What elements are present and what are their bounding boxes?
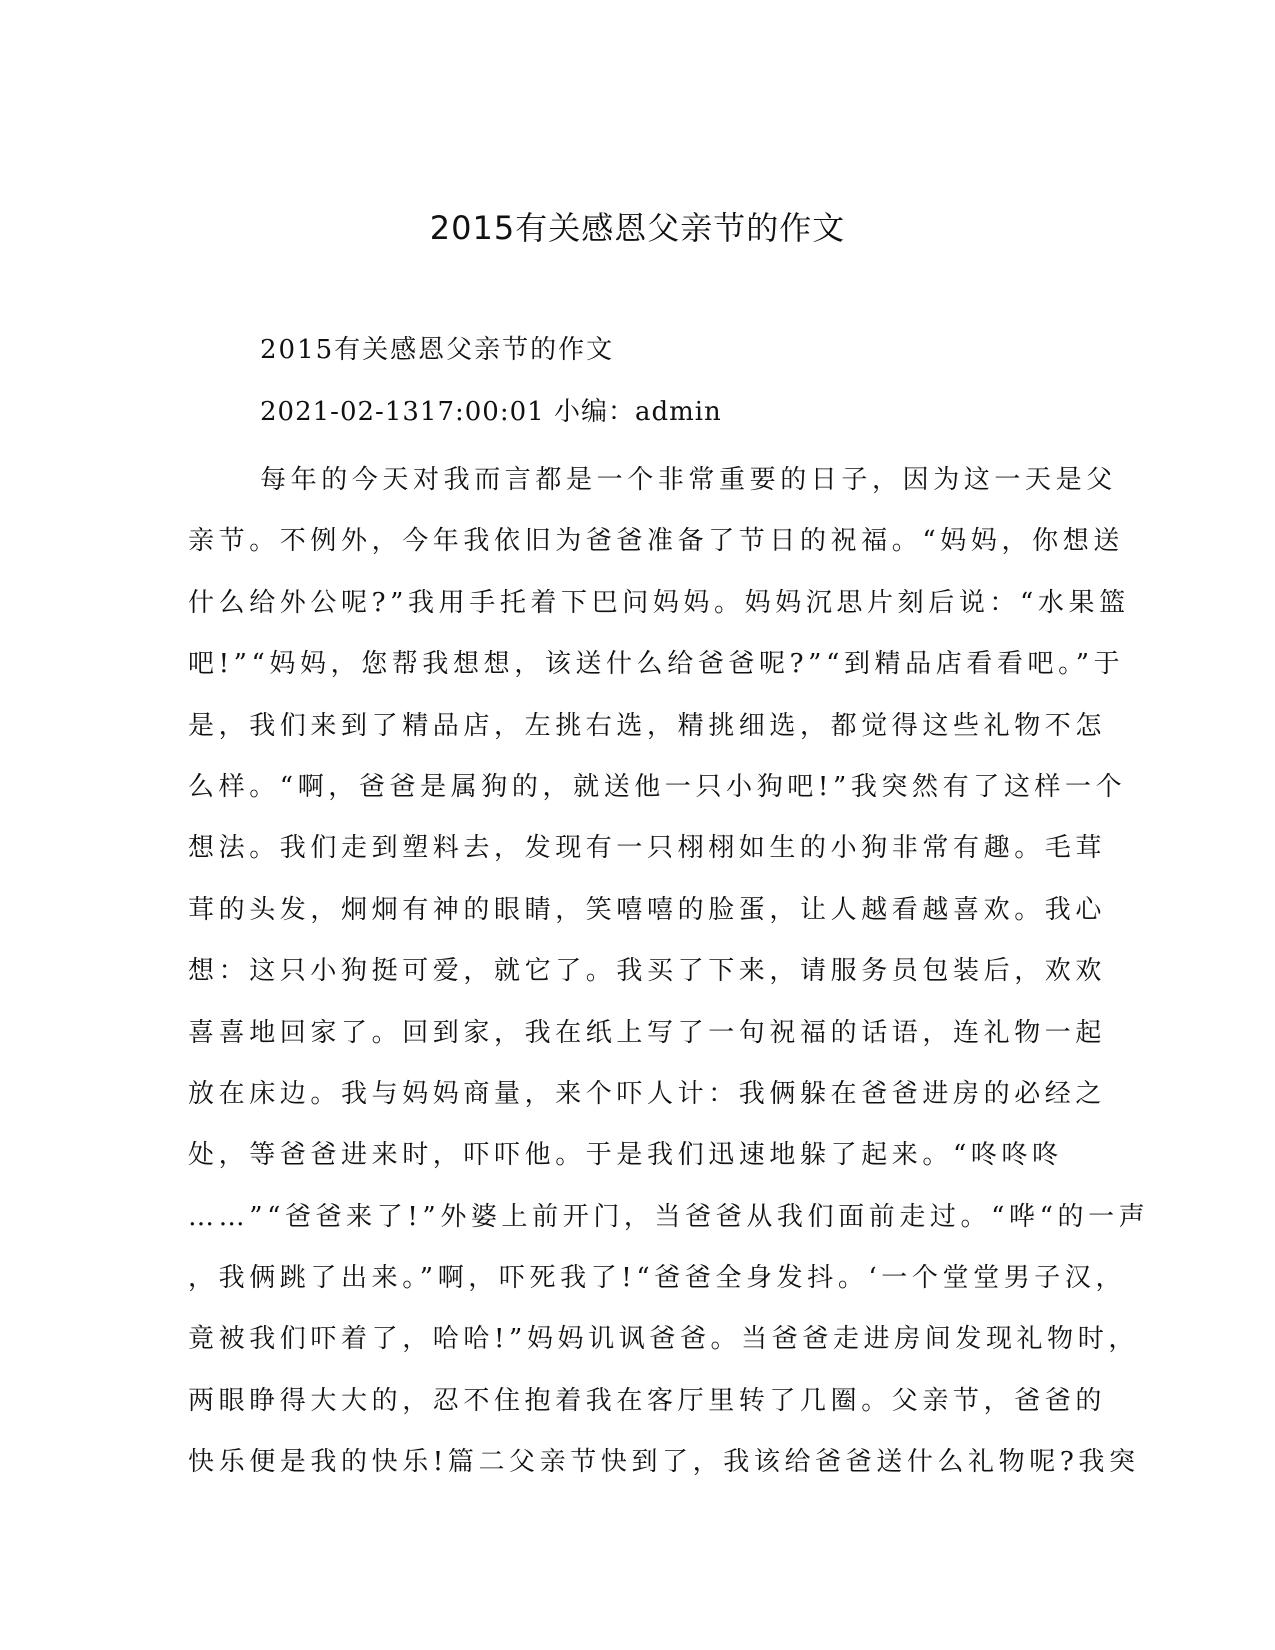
body-line: 处，等爸爸进来时，吓吓他。于是我们迅速地躲了起来。“咚咚咚 bbox=[188, 1140, 1063, 1171]
publish-meta: 2021-02-1317:00:01 小编：admin bbox=[260, 397, 722, 427]
body-line: 是，我们来到了精品店，左挑右选，精挑细选，都觉得这些礼物不怎 bbox=[188, 710, 1107, 741]
body-line: ……”“爸爸来了!”外婆上前开门，当爸爸从我们面前走过。“哗“的一声 bbox=[188, 1201, 1150, 1232]
page-title: 2015有关感恩父亲节的作文 bbox=[429, 209, 846, 247]
body-line: 每年的今天对我而言都是一个非常重要的日子，因为这一天是父 bbox=[260, 465, 1117, 495]
body-line: 竟被我们吓着了，哈哈!”妈妈讥讽爸爸。当爸爸走进房间发现礼物时， bbox=[188, 1324, 1139, 1355]
body-line: 两眼睁得大大的，忍不住抱着我在客厅里转了几圈。父亲节，爸爸的 bbox=[188, 1385, 1107, 1416]
article-heading: 2015有关感恩父亲节的作文 bbox=[260, 335, 615, 365]
article-body bbox=[188, 450, 1150, 1494]
body-line: 什么给外公呢?”我用手托着下巴问妈妈。妈妈沉思片刻后说：“水果篮 bbox=[188, 587, 1130, 618]
body-line: 快乐便是我的快乐!篇二父亲节快到了，我该给爸爸送什么礼物呢?我突 bbox=[188, 1447, 1140, 1478]
body-line: 喜喜地回家了。回到家，我在纸上写了一句祝福的话语，连礼物一起 bbox=[188, 1017, 1107, 1048]
body-line: 亲节。不例外，今年我依旧为爸爸准备了节日的祝福。“妈妈，你想送 bbox=[188, 526, 1124, 557]
body-line: 想法。我们走到塑料去，发现有一只栩栩如生的小狗非常有趣。毛茸 bbox=[188, 833, 1107, 864]
body-line: 放在床边。我与妈妈商量，来个吓人计：我俩躲在爸爸进房的必经之 bbox=[188, 1078, 1107, 1109]
body-line: ，我俩跳了出来。”啊，吓死我了!“爸爸全身发抖。‘一个堂堂男子汉， bbox=[188, 1263, 1127, 1294]
body-line: 想：这只小狗挺可爱，就它了。我买了下来，请服务员包装后，欢欢 bbox=[188, 956, 1107, 987]
body-line: 么样。“啊，爸爸是属狗的，就送他一只小狗吧!”我突然有了这样一个 bbox=[188, 771, 1127, 802]
body-line: 茸的头发，炯炯有神的眼睛，笑嘻嘻的脸蛋，让人越看越喜欢。我心 bbox=[188, 894, 1107, 925]
body-line: 吧!”“妈妈，您帮我想想，该送什么给爸爸呢?”“到精品店看看吧。”于 bbox=[188, 649, 1125, 680]
